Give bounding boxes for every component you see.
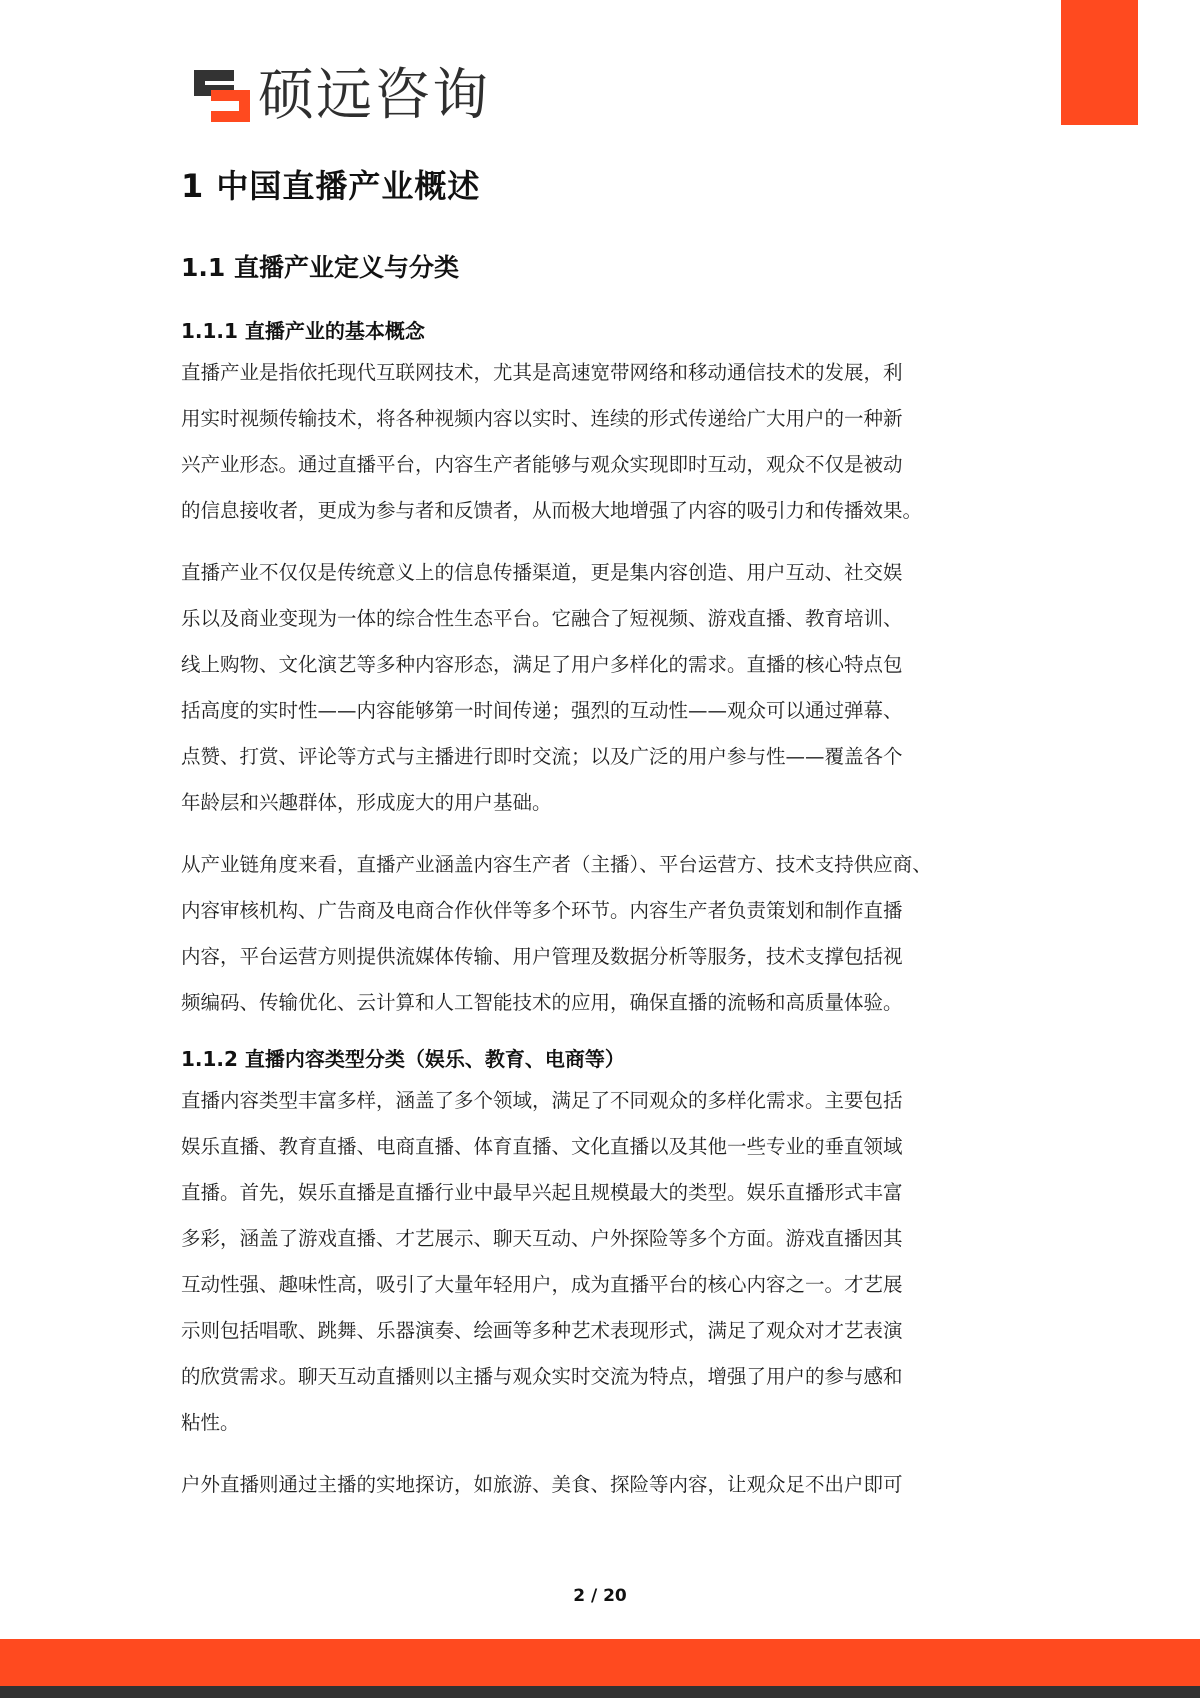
document-body: [181, 160, 1041, 1508]
text-line: 直播产业是指依托现代互联网技术，尤其是高速宽带网络和移动通信技术的发展，利: [181, 361, 903, 384]
text-line: 内容，平台运营方则提供流媒体传输、用户管理及数据分析等服务，技术支撑包括视: [181, 945, 903, 968]
page-indicator: 2 / 20: [573, 1586, 627, 1606]
text-line: 示则包括唱歌、跳舞、乐器演奏、绘画等多种艺术表现形式，满足了观众对才艺表演: [181, 1319, 903, 1342]
text-line: 内容审核机构、广告商及电商合作伙伴等多个环节。内容生产者负责策划和制作直播: [181, 899, 903, 922]
text-line: 括高度的实时性——内容能够第一时间传递；强烈的互动性——观众可以通过弹幕、: [181, 699, 903, 722]
paragraph: [181, 1078, 1041, 1446]
text-line: 年龄层和兴趣群体，形成庞大的用户基础。: [181, 791, 552, 814]
logo-mark-icon: [194, 70, 252, 122]
corner-accent-tab: [1061, 0, 1138, 125]
text-line: 从产业链角度来看，直播产业涵盖内容生产者（主播）、平台运营方、技术支持供应商、: [181, 853, 932, 876]
text-line: 粘性。: [181, 1411, 240, 1434]
paragraph: [181, 1462, 1041, 1508]
text-line: 用实时视频传输技术，将各种视频内容以实时、连续的形式传递给广大用户的一种新: [181, 407, 903, 430]
text-line: 兴产业形态。通过直播平台，内容生产者能够与观众实现即时互动，观众不仅是被动: [181, 453, 903, 476]
text-line: 线上购物、文化演艺等多种内容形态，满足了用户多样化的需求。直播的核心特点包: [181, 653, 903, 676]
text-line: 的信息接收者，更成为参与者和反馈者，从而极大地增强了内容的吸引力和传播效果。: [181, 499, 923, 522]
text-line: 点赞、打赏、评论等方式与主播进行即时交流；以及广泛的用户参与性——覆盖各个: [181, 745, 903, 768]
footer-accent-bar: [0, 1639, 1200, 1686]
text-line: 多彩，涵盖了游戏直播、才艺展示、聊天互动、户外探险等多个方面。游戏直播因其: [181, 1227, 903, 1250]
text-line: 直播产业不仅仅是传统意义上的信息传播渠道，更是集内容创造、用户互动、社交娱: [181, 561, 903, 584]
text-line: 的欣赏需求。聊天互动直播则以主播与观众实时交流为特点，增强了用户的参与感和: [181, 1365, 903, 1388]
paragraph: [181, 842, 1041, 1026]
text-line: 直播内容类型丰富多样，涵盖了多个领域，满足了不同观众的多样化需求。主要包括: [181, 1089, 903, 1112]
text-line: 娱乐直播、教育直播、电商直播、体育直播、文化直播以及其他一些专业的垂直领域: [181, 1135, 903, 1158]
subsection-title-1-1-1: 1.1.1 直播产业的基本概念: [181, 319, 425, 343]
text-line: 频编码、传输优化、云计算和人工智能技术的应用，确保直播的流畅和高质量体验。: [181, 991, 903, 1014]
logo-text: 硕远咨询: [258, 63, 490, 128]
paragraph: [181, 350, 1041, 534]
text-line: 互动性强、趣味性高，吸引了大量年轻用户，成为直播平台的核心内容之一。才艺展: [181, 1273, 903, 1296]
text-line: 直播。首先，娱乐直播是直播行业中最早兴起且规模最大的类型。娱乐直播形式丰富: [181, 1181, 903, 1204]
chapter-title: 1 中国直播产业概述: [181, 167, 481, 205]
text-line: 户外直播则通过主播的实地探访，如旅游、美食、探险等内容，让观众足不出户即可: [181, 1473, 903, 1496]
section-title: 1.1 直播产业定义与分类: [181, 253, 459, 282]
brand-logo: [194, 63, 490, 128]
text-line: 乐以及商业变现为一体的综合性生态平台。它融合了短视频、游戏直播、教育培训、: [181, 607, 903, 630]
paragraph: [181, 550, 1041, 826]
footer-dark-bar: [0, 1686, 1200, 1698]
subsection-title-1-1-2: 1.1.2 直播内容类型分类（娱乐、教育、电商等）: [181, 1047, 625, 1071]
